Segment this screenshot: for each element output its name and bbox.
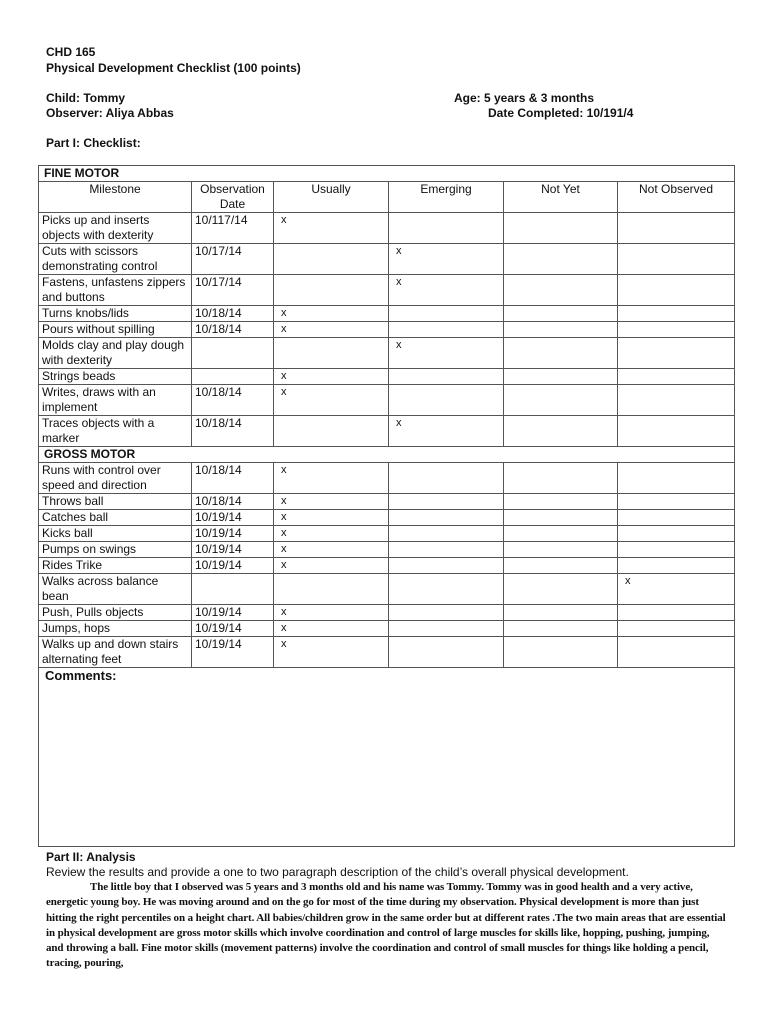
checklist-table xyxy=(38,165,735,847)
table-row xyxy=(39,494,735,510)
cell-milestone: Traces objects with a marker xyxy=(39,416,192,447)
cell-not-yet xyxy=(504,637,618,668)
cell-not-observed xyxy=(618,322,735,338)
child-age: Age: 5 years & 3 months xyxy=(454,91,595,105)
cell-milestone: Kicks ball xyxy=(39,526,192,542)
cell-observation-date: 10/18/14 xyxy=(192,306,274,322)
cell-usually: x xyxy=(274,621,389,637)
table-row xyxy=(39,416,735,447)
table-row xyxy=(39,463,735,494)
cell-not-yet xyxy=(504,338,618,369)
cell-milestone: Rides Trike xyxy=(39,558,192,574)
gross-motor-label: GROSS MOTOR xyxy=(39,447,735,463)
comments-label: Comments: xyxy=(45,668,117,683)
cell-not-observed xyxy=(618,494,735,510)
cell-observation-date: 10/117/14 xyxy=(192,213,274,244)
cell-observation-date: 10/17/14 xyxy=(192,244,274,275)
cell-emerging xyxy=(389,494,504,510)
cell-not-yet xyxy=(504,463,618,494)
analysis-paragraph: The little boy that I observed was 5 years and 3 months old and his name was Tommy. Tommy was in good health and a very active, energetic young boy. He was moving around and on the go for most of the time during my observation. Physical development is more than just hitting the right percentiles on a height chart. All babies/children grow in the same order but at different rates .The two main areas that are essential in physical development are gross motor skills which involve coordination and control of large muscles for skills like, hopping, pushing, jumping, and throwing a ball. Fine motor skills (movement patterns) involve the coordination and control of small muscles for things like holding a pencil, tracing, pouring, xyxy=(46,881,726,970)
cell-not-yet xyxy=(504,385,618,416)
cell-milestone: Throws ball xyxy=(39,494,192,510)
cell-not-observed xyxy=(618,526,735,542)
cell-observation-date: 10/19/14 xyxy=(192,621,274,637)
cell-observation-date: 10/19/14 xyxy=(192,558,274,574)
cell-emerging xyxy=(389,369,504,385)
table-row xyxy=(39,621,735,637)
cell-not-yet xyxy=(504,605,618,621)
cell-observation-date: 10/19/14 xyxy=(192,526,274,542)
cell-observation-date xyxy=(192,338,274,369)
cell-usually: x xyxy=(274,637,389,668)
date-completed: Date Completed: 10/191/4 xyxy=(488,106,634,120)
table-row xyxy=(39,574,735,605)
cell-not-observed xyxy=(618,637,735,668)
cell-not-yet xyxy=(504,369,618,385)
cell-observation-date xyxy=(192,369,274,385)
cell-observation-date: 10/17/14 xyxy=(192,275,274,306)
table-row xyxy=(39,275,735,306)
cell-emerging xyxy=(389,558,504,574)
table-row xyxy=(39,338,735,369)
cell-emerging xyxy=(389,322,504,338)
cell-milestone: Cuts with scissors demonstrating control xyxy=(39,244,192,275)
cell-not-yet xyxy=(504,416,618,447)
cell-milestone: Walks across balance bean xyxy=(39,574,192,605)
cell-not-observed xyxy=(618,542,735,558)
cell-observation-date: 10/18/14 xyxy=(192,416,274,447)
cell-milestone: Writes, draws with an implement xyxy=(39,385,192,416)
cell-emerging: x xyxy=(389,244,504,275)
cell-not-observed xyxy=(618,605,735,621)
fine-motor-section xyxy=(39,166,735,182)
cell-observation-date: 10/18/14 xyxy=(192,322,274,338)
cell-not-observed xyxy=(618,385,735,416)
cell-emerging: x xyxy=(389,338,504,369)
cell-usually xyxy=(274,244,389,275)
cell-milestone: Push, Pulls objects xyxy=(39,605,192,621)
cell-not-yet xyxy=(504,558,618,574)
cell-usually xyxy=(274,275,389,306)
child-name: Child: Tommy xyxy=(46,91,126,105)
cell-observation-date: 10/18/14 xyxy=(192,494,274,510)
cell-observation-date: 10/18/14 xyxy=(192,385,274,416)
cell-usually: x xyxy=(274,322,389,338)
cell-not-observed xyxy=(618,213,735,244)
cell-usually: x xyxy=(274,526,389,542)
column-header-row xyxy=(39,182,735,213)
table-row xyxy=(39,542,735,558)
table-row xyxy=(39,510,735,526)
analysis-prompt: Review the results and provide a one to two paragraph description of the child’s overall physical development. xyxy=(46,865,629,879)
cell-milestone: Picks up and inserts objects with dexterity xyxy=(39,213,192,244)
column-header-observation-date: Observation Date xyxy=(192,182,274,213)
cell-emerging: x xyxy=(389,275,504,306)
table-row xyxy=(39,369,735,385)
cell-observation-date: 10/19/14 xyxy=(192,605,274,621)
gross-motor-section xyxy=(39,447,735,463)
cell-not-yet xyxy=(504,322,618,338)
cell-not-observed xyxy=(618,306,735,322)
cell-milestone: Jumps, hops xyxy=(39,621,192,637)
cell-not-observed xyxy=(618,621,735,637)
cell-not-observed xyxy=(618,558,735,574)
cell-milestone: Catches ball xyxy=(39,510,192,526)
cell-emerging xyxy=(389,385,504,416)
cell-usually: x xyxy=(274,213,389,244)
cell-emerging xyxy=(389,637,504,668)
cell-observation-date: 10/19/14 xyxy=(192,510,274,526)
cell-not-observed xyxy=(618,338,735,369)
cell-usually: x xyxy=(274,542,389,558)
cell-usually: x xyxy=(274,605,389,621)
cell-emerging xyxy=(389,463,504,494)
observer-name: Observer: Aliya Abbas xyxy=(46,106,174,120)
cell-usually: x xyxy=(274,510,389,526)
cell-milestone: Walks up and down stairs alternating feet xyxy=(39,637,192,668)
cell-not-yet xyxy=(504,275,618,306)
cell-usually xyxy=(274,416,389,447)
cell-milestone: Turns knobs/lids xyxy=(39,306,192,322)
cell-emerging: x xyxy=(389,416,504,447)
comments-row xyxy=(39,668,735,847)
cell-observation-date: 10/19/14 xyxy=(192,637,274,668)
table-row xyxy=(39,244,735,275)
cell-milestone: Fastens, unfastens zippers and buttons xyxy=(39,275,192,306)
cell-usually: x xyxy=(274,385,389,416)
cell-observation-date: 10/18/14 xyxy=(192,463,274,494)
cell-emerging xyxy=(389,605,504,621)
document-title: Physical Development Checklist (100 points) xyxy=(46,61,301,75)
cell-not-observed xyxy=(618,275,735,306)
cell-emerging xyxy=(389,526,504,542)
table-row xyxy=(39,637,735,668)
cell-emerging xyxy=(389,574,504,605)
cell-milestone: Runs with control over speed and direction xyxy=(39,463,192,494)
cell-observation-date xyxy=(192,574,274,605)
cell-not-yet xyxy=(504,306,618,322)
part1-heading: Part I: Checklist: xyxy=(46,136,141,150)
part2-heading: Part II: Analysis xyxy=(46,850,136,864)
column-header-not-observed: Not Observed xyxy=(618,182,735,213)
column-header-milestone: Milestone xyxy=(39,182,192,213)
column-header-usually: Usually xyxy=(274,182,389,213)
cell-usually: x xyxy=(274,306,389,322)
cell-emerging xyxy=(389,542,504,558)
cell-not-yet xyxy=(504,494,618,510)
cell-not-observed xyxy=(618,510,735,526)
cell-not-observed xyxy=(618,416,735,447)
cell-milestone: Pumps on swings xyxy=(39,542,192,558)
cell-milestone: Pours without spilling xyxy=(39,322,192,338)
cell-usually xyxy=(274,338,389,369)
course-code: CHD 165 xyxy=(46,45,96,59)
table-row xyxy=(39,385,735,416)
cell-milestone: Strings beads xyxy=(39,369,192,385)
cell-not-yet xyxy=(504,213,618,244)
cell-not-yet xyxy=(504,621,618,637)
table-row xyxy=(39,322,735,338)
cell-not-observed: x xyxy=(618,574,735,605)
cell-emerging xyxy=(389,510,504,526)
cell-not-yet xyxy=(504,526,618,542)
table-row xyxy=(39,213,735,244)
cell-not-observed xyxy=(618,369,735,385)
table-row xyxy=(39,526,735,542)
cell-not-yet xyxy=(504,574,618,605)
cell-not-observed xyxy=(618,244,735,275)
cell-observation-date: 10/19/14 xyxy=(192,542,274,558)
cell-usually: x xyxy=(274,369,389,385)
cell-usually: x xyxy=(274,494,389,510)
cell-not-observed xyxy=(618,463,735,494)
column-header-emerging: Emerging xyxy=(389,182,504,213)
cell-emerging xyxy=(389,213,504,244)
cell-usually: x xyxy=(274,463,389,494)
table-row xyxy=(39,558,735,574)
column-header-not-yet: Not Yet xyxy=(504,182,618,213)
cell-usually xyxy=(274,574,389,605)
cell-not-yet xyxy=(504,510,618,526)
cell-not-yet xyxy=(504,542,618,558)
fine-motor-label: FINE MOTOR xyxy=(39,166,735,182)
cell-not-yet xyxy=(504,244,618,275)
table-row xyxy=(39,605,735,621)
cell-emerging xyxy=(389,621,504,637)
cell-milestone: Molds clay and play dough with dexterity xyxy=(39,338,192,369)
table-row xyxy=(39,306,735,322)
cell-emerging xyxy=(389,306,504,322)
cell-usually: x xyxy=(274,558,389,574)
